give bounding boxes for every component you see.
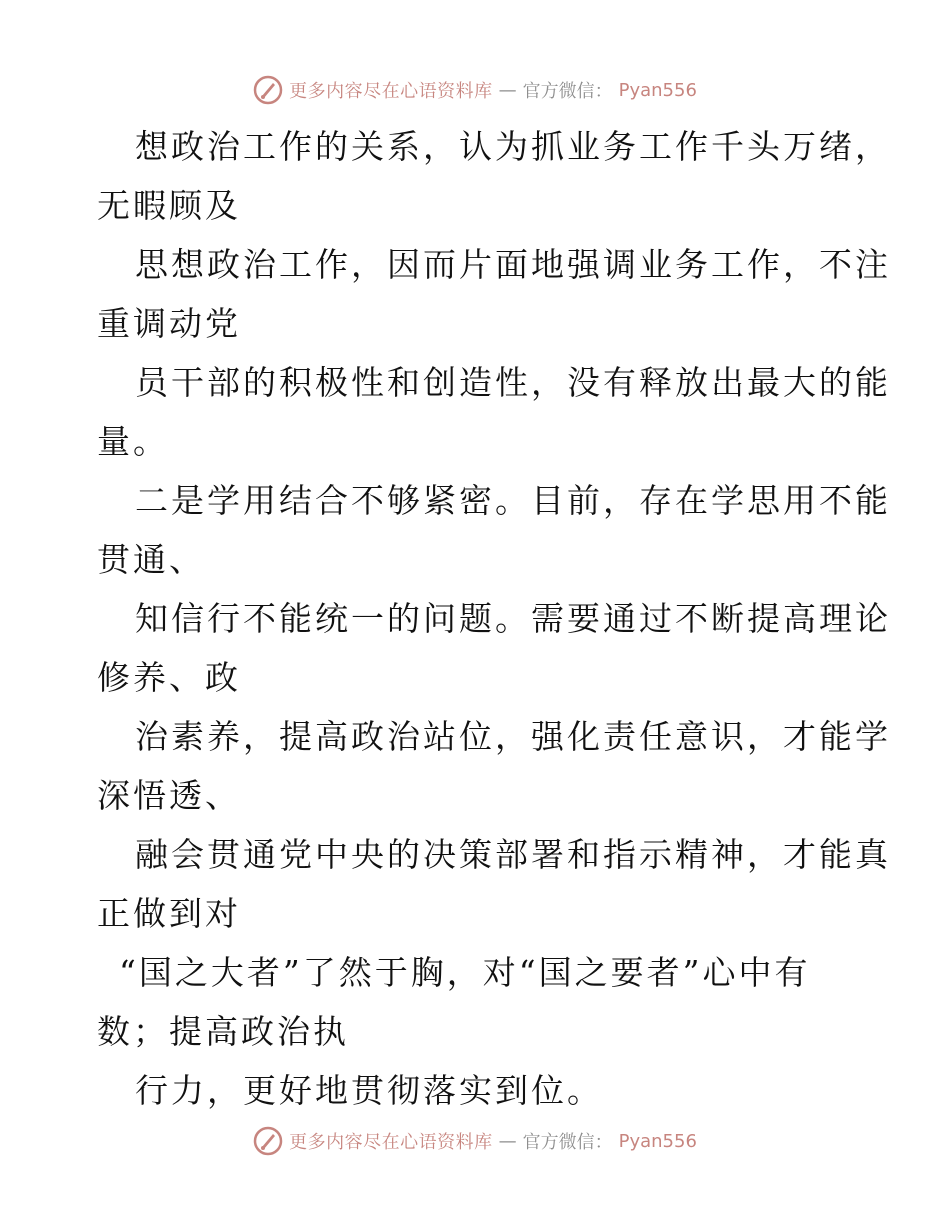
paragraph-tail: 数；提高政治执 [97,1012,349,1051]
watermark-contact-id: Pyan556 [618,79,697,101]
paragraph-lead: 想政治工作的关系，认为抓业务工作千头万绪， [135,127,891,166]
paragraph [97,825,891,943]
paragraph-lead: “国之大者”了然于胸，对“国之要者”心中有 [119,953,811,992]
paragraph-tail: 无暇顾及 [97,186,241,225]
paragraph-tail: 正做到对 [97,894,241,933]
paragraph-lead: 行力，更好地贯彻落实到位。 [135,1071,603,1110]
watermark-contact-id: Pyan556 [618,1130,697,1152]
document-body [97,117,891,1120]
paragraph [97,943,857,1061]
paragraph-tail: 贯通、 [97,540,205,579]
watermark-contact-label: 官方微信： [522,1132,613,1153]
paragraph-tail: 修养、政 [97,658,241,697]
watermark-text: 更多内容尽在心语资料库 [289,1132,493,1153]
watermark-contact-label: 官方微信： [522,81,613,102]
paragraph [97,1061,857,1120]
watermark-separator: — [498,1130,517,1152]
paragraph [97,707,891,825]
footer-watermark [0,1121,950,1161]
watermark-separator: — [498,79,517,101]
paragraph-lead: 二是学用结合不够紧密。目前，存在学思用不能 [135,481,891,520]
paragraph-lead: 思想政治工作，因而片面地强调业务工作，不注 [135,245,891,284]
paragraph-lead: 治素养，提高政治站位，强化责任意识，才能学 [135,717,891,756]
paragraph-tail: 量。 [97,422,169,461]
paragraph [97,117,891,235]
header-watermark [0,70,950,110]
quill-logo-icon [253,1126,283,1156]
watermark-text: 更多内容尽在心语资料库 [289,81,493,102]
paragraph-tail: 重调动党 [97,304,241,343]
paragraph-lead: 员干部的积极性和创造性，没有释放出最大的能 [135,363,891,402]
paragraph [97,235,891,353]
paragraph [97,353,891,471]
paragraph-lead: 知信行不能统一的问题。需要通过不断提高理论 [135,599,891,638]
paragraph [97,589,891,707]
paragraph-tail: 深悟透、 [97,776,241,815]
paragraph-lead: 融会贯通党中央的决策部署和指示精神，才能真 [135,835,891,874]
paragraph [97,471,891,589]
quill-logo-icon [253,75,283,105]
